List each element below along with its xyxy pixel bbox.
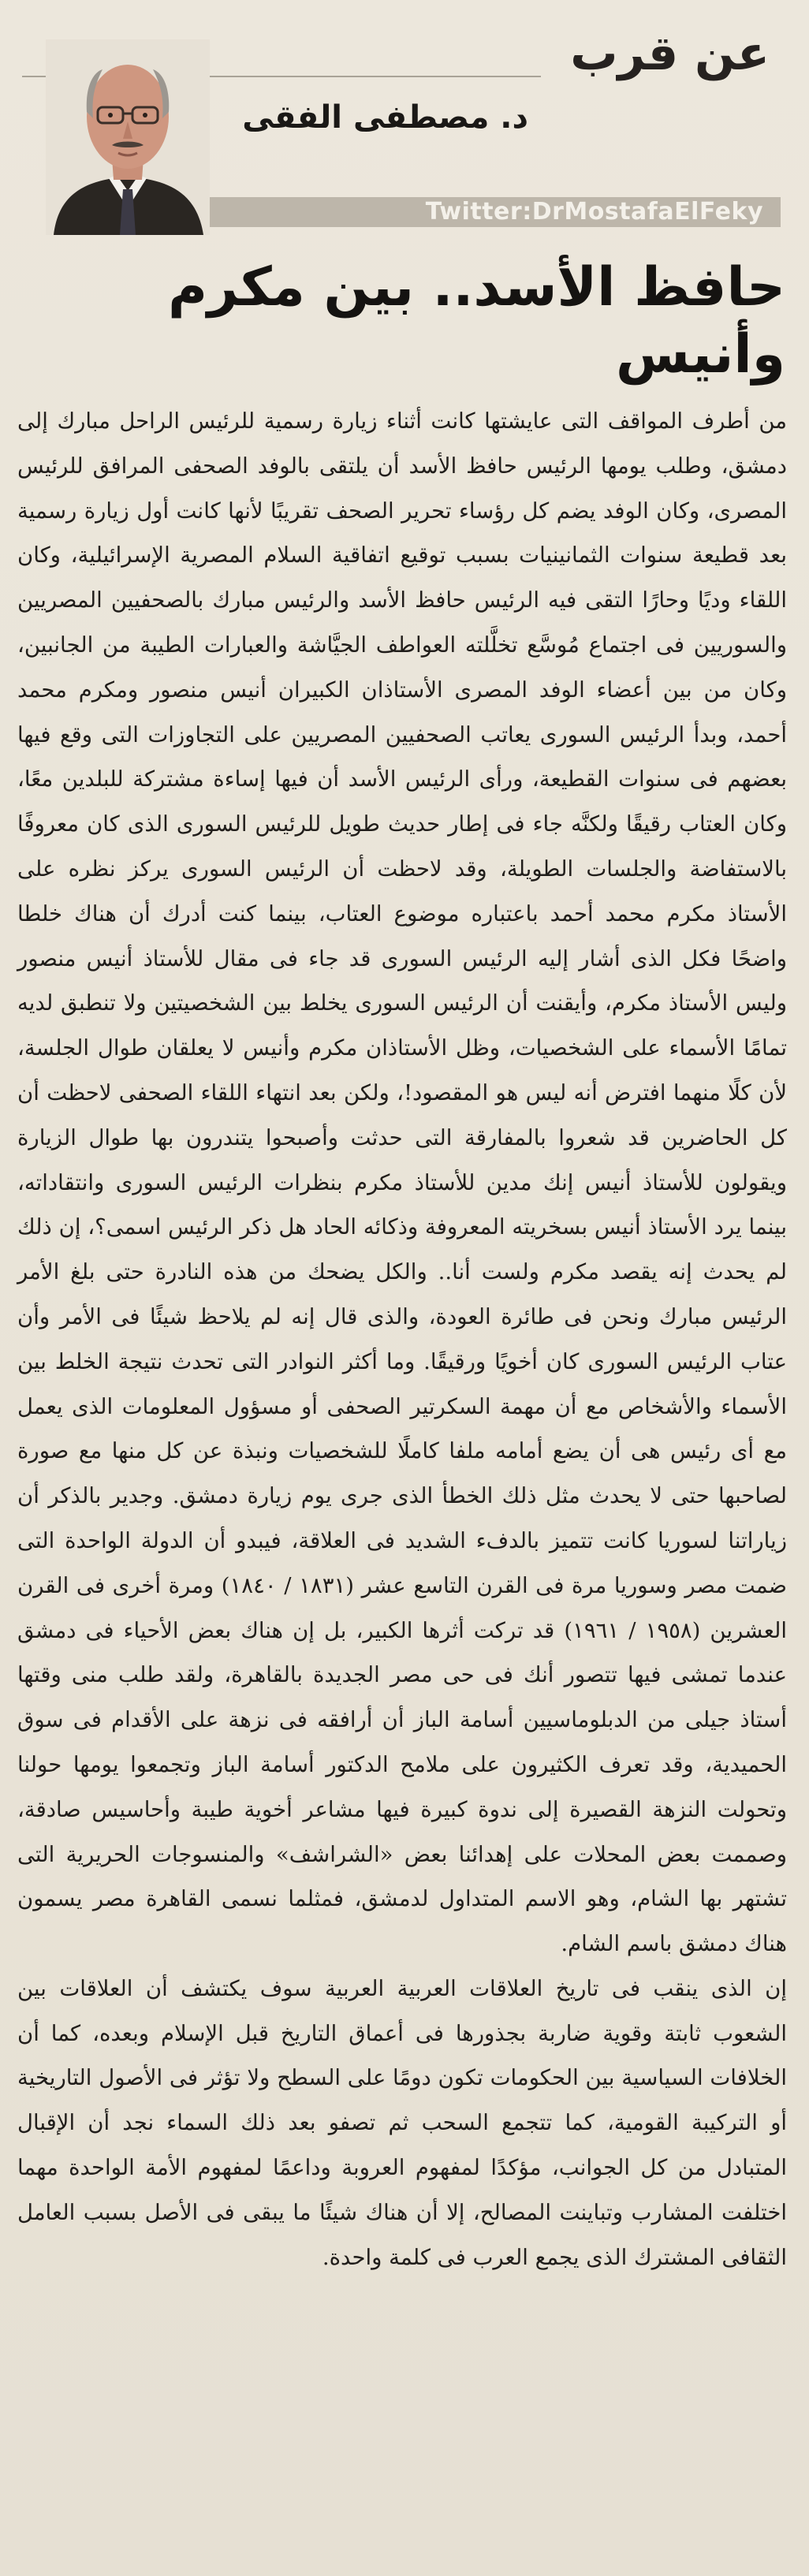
column-name: عن قرب: [570, 26, 770, 81]
author-portrait: [46, 39, 210, 235]
article-paragraph: إن الذى ينقب فى تاريخ العلاقات العربية العربية سوف يكتشف أن العلاقات بين الشعوب ثابتة وقوية ضاربة بجذورها فى أعماق التاريخ قبل الإسلام وبعده، كما أن الخلافات السياسية بين الحكومات تكون دومًا على السطح ولا تؤثر فى الأصول التاريخية أو التركيبة القومية، كما تتجمع السحب ثم تصفو بعد ذلك السماء نجد أن الإقبال المتبادل من كل الجوانب، مؤكدًا لمفهوم العروبة وداعمًا لمفهوم الأمة الواحدة مهما اختلفت المشارب وتباينت المصالح، إلا أن هناك شيئًا ما يبقى فى الأصل بسبب العامل الثقافى المشترك الذى يجمع العرب فى كلمة واحدة.: [17, 1975, 787, 2270]
article-body: [11, 399, 787, 2280]
article-paragraph: من أطرف المواقف التى عايشتها كانت أثناء زيارة رسمية للرئيس الراحل مبارك إلى دمشق، وطلب يومها الرئيس حافظ الأسد أن يلتقى بالوفد الصحفى المرافق للرئيس المصرى، وكان الوفد يضم كل رؤساء تحرير الصحف تقريبًا لأنها كانت أول زيارة رسمية بعد قطيعة سنوات الثمانينيات بسبب توقيع اتفاقية السلام المصرية الإسرائيلية، وكان اللقاء وديًا وحارًا التقى فيه الرئيس حافظ الأسد والرئيس مبارك بالصحفيين المصريين والسوريين فى اجتماع مُوسَّع تخلَّلته العواطف الجيَّاشة والعبارات الطيبة من الجانبين، وكان من بين أعضاء الوفد المصرى الأستاذان الكبيران أنيس منصور ومكرم محمد أحمد، وبدأ الرئيس السورى يعاتب الصحفيين المصريين على التجاوزات التى وقع فيها بعضهم فى سنوات القطيعة، ورأى الرئيس الأسد أن فيها إساءة مشتركة للبلدين معًا، وكان العتاب رقيقًا ولكنَّه جاء فى إطار حديث طويل للرئيس السورى الذى كان معروفًا بالاستفاضة والجلسات الطويلة، وقد لاحظت أن الرئيس السورى يركز نظره على الأستاذ مكرم محمد أحمد باعتباره موضوع العتاب، بينما كنت أدرك أن هناك خلطا واضحًا فكل الذى أشار إليه الرئيس السورى قد جاء فى مقال للأستاذ أنيس منصور وليس الأستاذ مكرم، وأيقنت أن الرئيس السورى يخلط بين الشخصيتين ولا تنطبق لديه تمامًا الأسماء على الشخصيات، وظل الأستاذان مكرم وأنيس لا يعلقان طوال الجلسة، لأن كلًا منهما افترض أنه ليس هو المقصود!، ولكن بعد انتهاء اللقاء الصحفى لاحظت أن كل الحاضرين قد شعروا بالمفارقة التى حدثت وأصبحوا يتندرون بها طوال الزيارة ويقولون للأستاذ أنيس إنك مدين للأستاذ مكرم بنظرات الرئيس السورى وانتقاداته، بينما يرد الأستاذ أنيس بسخريته المعروفة وذكائه الحاد هل ذكر الرئيس اسمى؟، إن ذلك لم يحدث إنه يقصد مكرم ولست أنا.. والكل يضحك من هذه النادرة حتى بلغ الأمر الرئيس مبارك ونحن فى طائرة العودة، والذى قال إنه لم يلاحظ شيئًا فى الأمر وأن عتاب الرئيس السورى كان أخويًا ورقيقًا. وما أكثر النوادر التى تحدث نتيجة الخلط بين الأسماء والأشخاص مع أن مهمة السكرتير الصحفى أو مسؤول المعلومات الذى يعمل مع أى رئيس هى أن يضع أمامه ملفا كاملًا للشخصيات ونبذة عن كل منها مع صورة لصاحبها حتى لا يحدث مثل ذلك الخطأ الذى جرى يوم زيارة دمشق. وجدير بالذكر أن زياراتنا لسوريا كانت تتميز بالدفء الشديد فى العلاقة، فيبدو أن الدولة الواحدة التى ضمت مصر وسوريا مرة فى القرن التاسع عشر (١٨٣١ / ١٨٤٠) ومرة أخرى فى القرن العشرين (١٩٥٨ / ١٩٦١) قد تركت أثرها الكبير، بل إن هناك بعض الأحياء فى دمشق عندما تمشى فيها تتصور أنك فى حى مصر الجديدة بالقاهرة، ولقد طلب منى وقتها أستاذ جيلى من الدبلوماسيين أسامة الباز أن أرافقه فى نزهة على الأقدام فى سوق الحميدية، وقد تعرف الكثيرون على ملامح الدكتور أسامة الباز وتجمعوا يومها حولنا وتحولت النزهة القصيرة إلى ندوة كبيرة فيها مشاعر أخوية طيبة وأحاسيس صادقة، وصممت بعض المحلات على إهدائنا بعض «الشراشف» والمنسوجات الحريرية التى تشتهر بها الشام، وهو الاسم المتداول لدمشق، فمثلما نسمى القاهرة مصر يسمون هناك دمشق باسم الشام.: [17, 408, 787, 1957]
author-name: د. مصطفى الفقى: [242, 99, 528, 136]
portrait-icon: [46, 39, 210, 235]
article-title: حافظ الأسد.. بين مكرم وأنيس: [168, 256, 785, 386]
column-header: [11, 0, 792, 237]
twitter-banner: [192, 197, 781, 227]
twitter-handle: Twitter:DrMostafaElFeky: [425, 198, 763, 226]
